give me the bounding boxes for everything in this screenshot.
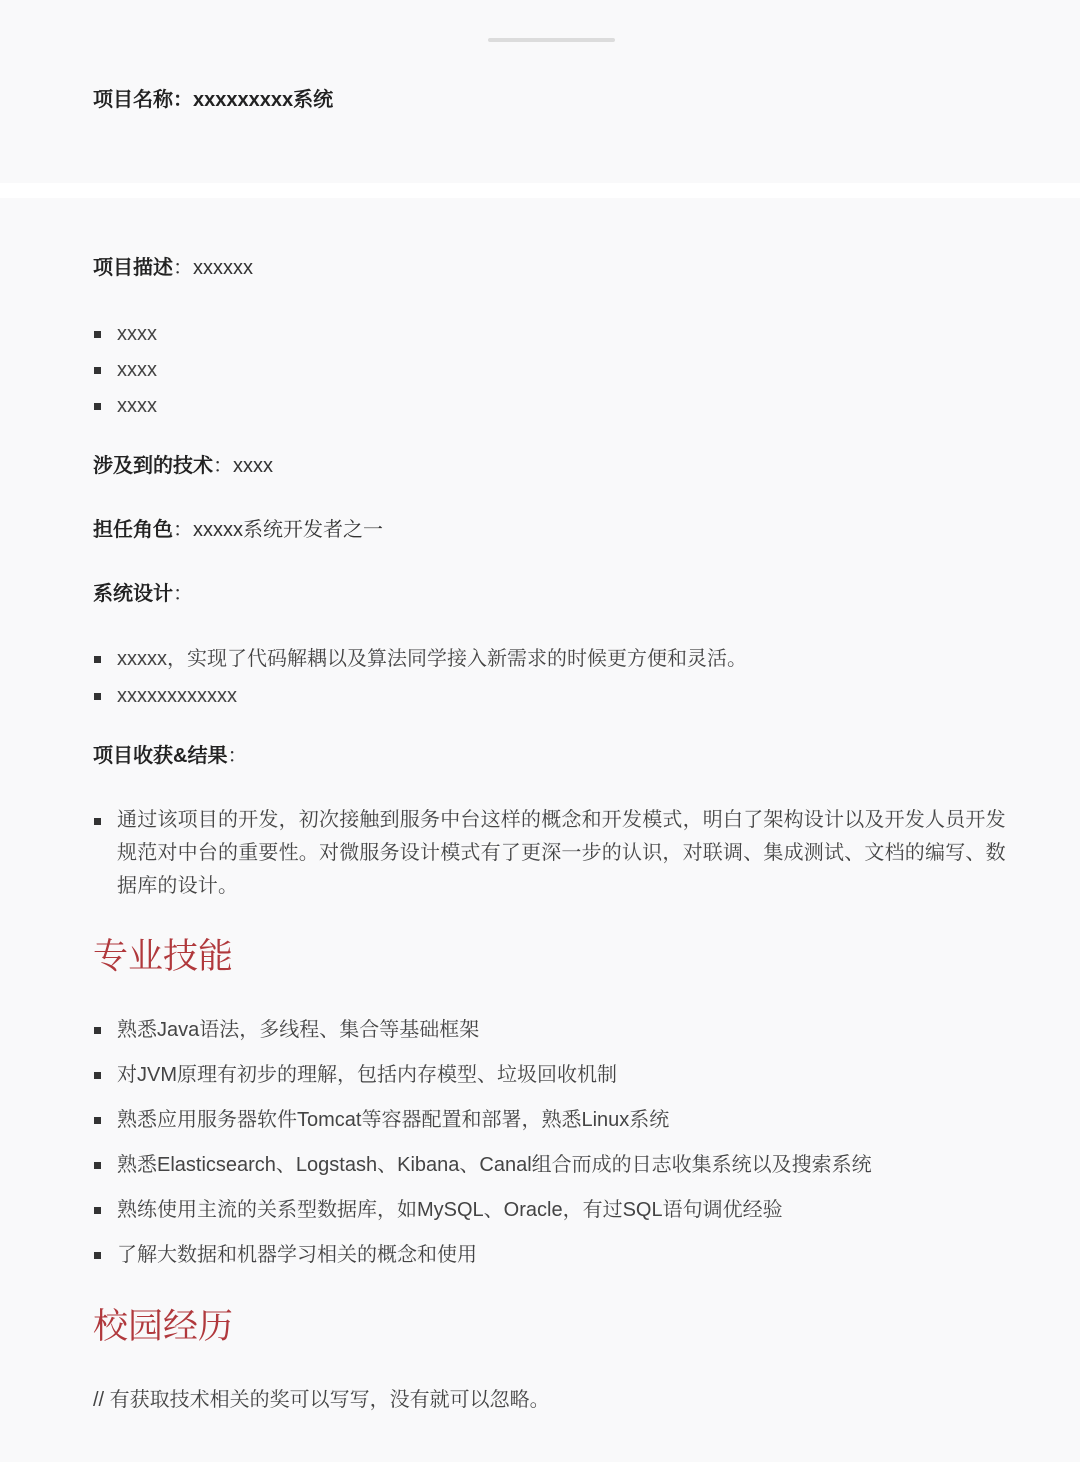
top-card [0, 0, 1080, 183]
project-tech-value: ：xxxx [213, 455, 273, 477]
list-item: xxxx [117, 395, 157, 417]
project-role-label: 担任角色 [93, 519, 173, 541]
project-name-label: 项目名称： [93, 89, 193, 111]
bullet-icon [94, 367, 101, 374]
list-item: xxxx [117, 359, 157, 381]
drag-handle[interactable] [488, 38, 615, 42]
result-paragraph: 通过该项目的开发，初次接触到服务中台这样的概念和开发模式，明白了架构设计以及开发人员开发规范对中台的重要性。对微服务设计模式有了更深一步的认识，对联调、集成测试、文档的编写、数据库的设计。 [117, 809, 1006, 897]
colon: ： [173, 583, 193, 605]
project-role [93, 516, 383, 544]
project-tech-label: 涉及到的技术 [93, 455, 213, 477]
colon: ： [227, 745, 248, 767]
skills-title: 专业技能 [93, 937, 234, 976]
project-result [93, 742, 247, 770]
bullet-icon [94, 818, 101, 825]
list-item: 了解大数据和机器学习相关的概念和使用 [117, 1244, 477, 1266]
bullet-icon [94, 693, 101, 700]
project-name [93, 86, 333, 114]
project-desc-label: 项目描述 [93, 257, 173, 279]
bullet-icon [94, 1207, 101, 1214]
list-item: xxxxx，实现了代码解耦以及算法同学接入新需求的时候更方便和灵活。 [117, 648, 747, 670]
campus-note: // 有获取技术相关的奖可以写写，没有就可以忽略。 [93, 1389, 550, 1411]
list-item: 熟悉应用服务器软件Tomcat等容器配置和部署，熟悉Linux系统 [117, 1109, 670, 1131]
bullet-icon [94, 1027, 101, 1034]
project-result-label: 项目收获&结果 [93, 745, 228, 767]
list-item: 熟悉Java语法，多线程、集合等基础框架 [117, 1019, 480, 1041]
project-desc [93, 254, 253, 282]
bullet-icon [94, 331, 101, 338]
project-design [93, 580, 193, 608]
bullet-icon [94, 403, 101, 410]
list-item: 熟练使用主流的关系型数据库，如MySQL、Oracle，有过SQL语句调优经验 [117, 1199, 783, 1221]
section-divider [0, 183, 1080, 198]
list-item: 熟悉Elasticsearch、Logstash、Kibana、Canal组合而成的日志收集系统以及搜索系统 [117, 1154, 872, 1176]
project-desc-value: ：xxxxxx [173, 257, 253, 279]
list-item: xxxx [117, 323, 157, 345]
bullet-icon [94, 1162, 101, 1169]
list-item: xxxxxxxxxxxx [117, 685, 237, 707]
project-name-value: xxxxxxxxx系统 [193, 89, 334, 111]
document-body [0, 198, 1080, 1462]
project-tech [93, 452, 273, 480]
campus-title: 校园经历 [93, 1307, 234, 1346]
list-item: 对JVM原理有初步的理解，包括内存模型、垃圾回收机制 [117, 1064, 617, 1086]
project-role-value: ：xxxxx系统开发者之一 [173, 519, 383, 541]
project-design-label: 系统设计 [93, 583, 173, 605]
bullet-icon [94, 656, 101, 663]
bullet-icon [94, 1117, 101, 1124]
bullet-icon [94, 1072, 101, 1079]
bullet-icon [94, 1252, 101, 1259]
